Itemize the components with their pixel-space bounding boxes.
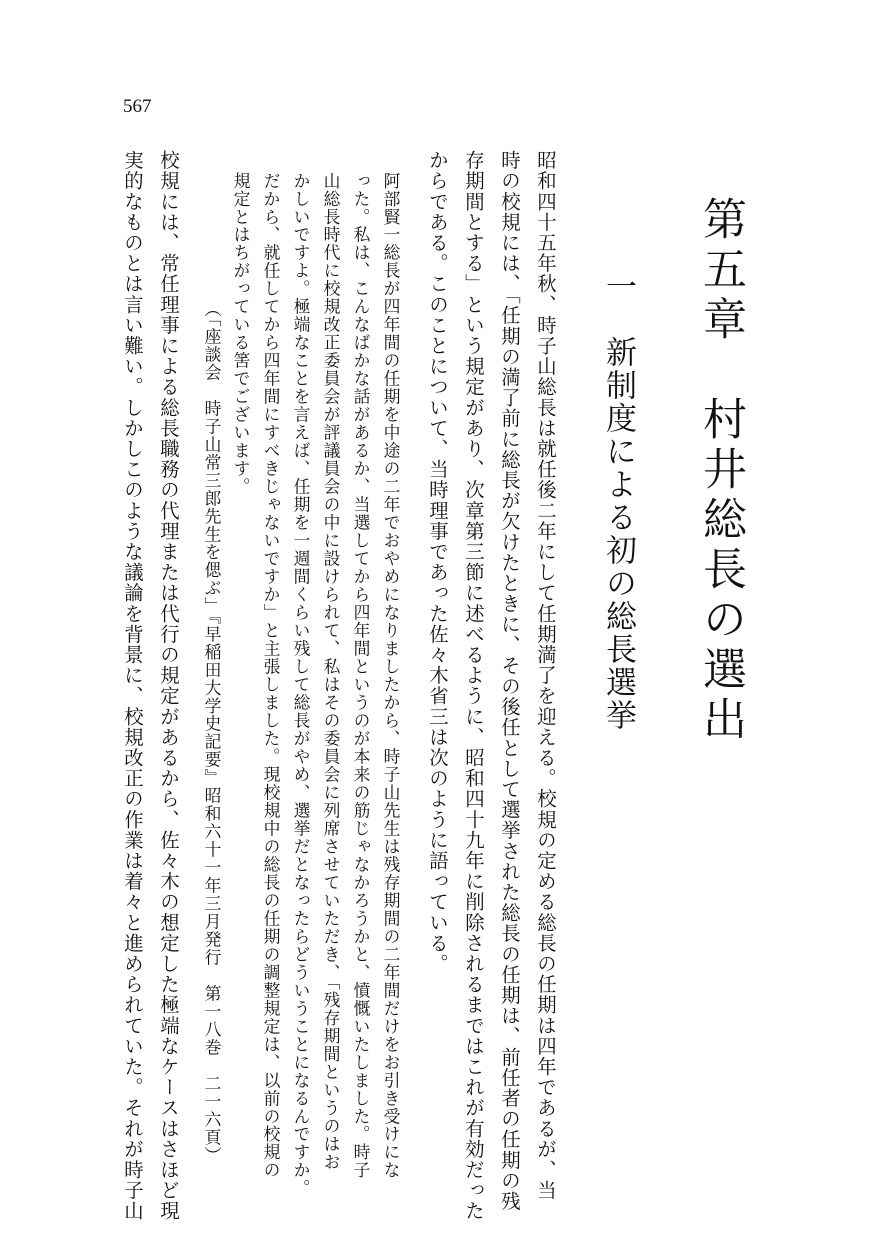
chapter-title: 第五章 村井総長の選出 xyxy=(695,196,746,746)
section-title: 一 新制度による初の総長選挙 xyxy=(600,270,636,732)
quote-line: 山総長時代に校規改正委員会が評議員会の中に設けられて、私はその委員会に列席させていただき、「残存期間というのはお xyxy=(321,172,341,1172)
quote-line: だから、就任してから四年間にすべきじゃないですか」と主張しました。現校規中の総長の任期の調整規定は、以前の校規の xyxy=(261,172,281,1180)
quote-line: った。私は、こんなばかな話があるか、当選してから四年間というのが本来の筋じゃなかろうかと、憤慨いたしました。時子 xyxy=(351,172,371,1180)
quote-line: 規定とはちがっている筈でございます。 xyxy=(231,172,251,496)
body-line: 存期間とする」という規定があり、次章第三節に述べるように、昭和四十九年に削除されるまではこれが有効だった xyxy=(462,150,485,1222)
body-line: からである。このことについて、当時理事であった佐々木省三は次のように語っている。 xyxy=(426,150,449,974)
body-line: 実的なものとは言い難い。しかしこのような議論を背景に、校規改正の作業は着々と進められていた。それが時子山 xyxy=(121,150,144,1222)
quote-line: 阿部賢一総長が四年間の任期を中途の二年でおやめになりましたから、時子山先生は残存期間の二年間だけをお引き受けにな xyxy=(381,172,401,1180)
body-line: 昭和四十五年秋、時子山総長は就任後二年にして任期満了を迎える。校規の定める総長の任期は四年であるが、当 xyxy=(534,150,557,1201)
body-line: 校規には、常任理事による総長職務の代理または代行の規定があるから、佐々木の想定した極端なケースはさほど現 xyxy=(157,150,180,1222)
quote-line: かしいですよ。極端なことを言えば、任期を一週間くらい残して総長がやめ、選挙だとなったらどういうことになるんですか。 xyxy=(291,172,311,1198)
quote-source: （「座談会 時子山常三郎先生を偲ぶ」『早稲田大学史記要』昭和六十一年三月発行 第一八巻 二一六頁） xyxy=(202,300,222,1165)
page-number: 567 xyxy=(123,96,152,117)
body-line: 時の校規には、「任期の満了前に総長が欠けたときに、その後任として選挙された総長の任期は、前任者の任期の残 xyxy=(498,150,521,1212)
